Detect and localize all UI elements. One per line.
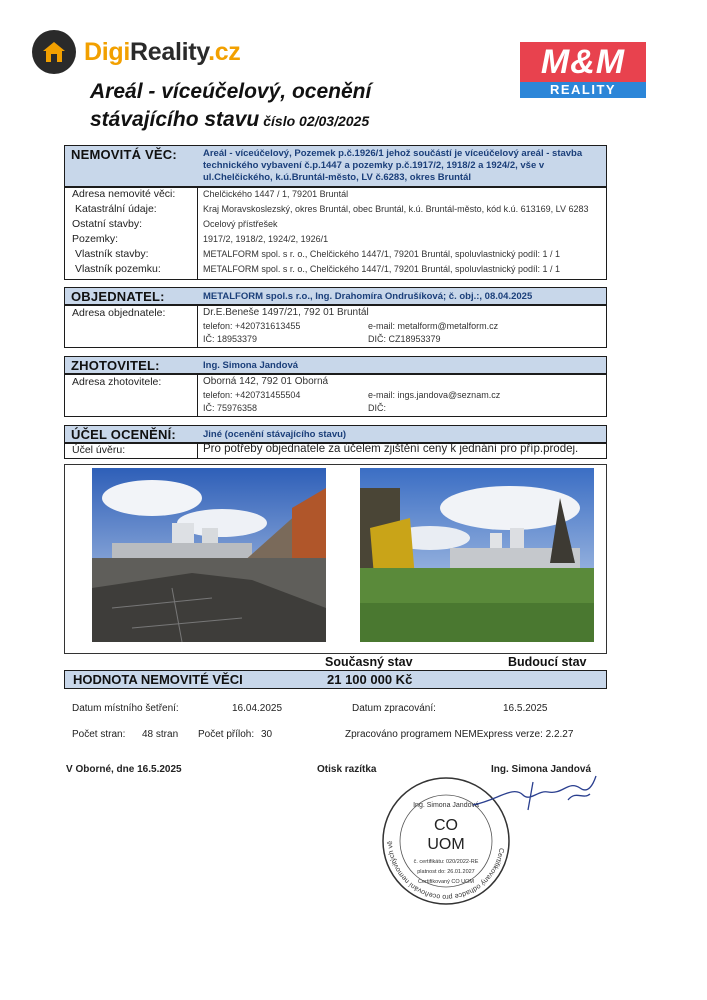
contractor-header: ZHOTOVITEL: Ing. Simona Jandová [64,356,607,374]
svg-text:Ing. Simona Jandová: Ing. Simona Jandová [413,802,479,809]
mm-reality-logo: M&M REALITY [520,42,646,98]
client-ic: IČ: 18953379 [203,334,258,344]
contractor-name: Ing. Simona Jandová [203,360,299,371]
contractor-address: Oborná 142, 792 01 Oborná [203,376,329,387]
signer-name: Ing. Simona Jandová [491,764,592,775]
stamp-label: Otisk razítka [317,764,377,775]
processed-date-label: Datum zpracování: [352,703,436,714]
purpose-value: Jiné (ocenění stávajícího stavu) [203,429,347,440]
loan-purpose-text: Pro potřeby objednatele za účelem zjištění ceny k jednání pro příp.prodej. [203,443,579,455]
place-date: V Oborné, dne 16.5.2025 [66,764,182,775]
column-current-state: Současný stav [325,655,413,669]
client-email: e-mail: metalform@metalform.cz [368,321,499,331]
property-row-label: Katastrální údaje: [75,203,157,215]
client-address: Dr.E.Beneše 1497/21, 792 01 Bruntál [203,307,369,318]
document-title-line2: stávajícího stavu číslo 02/03/2025 [90,108,370,131]
property-row-label: Vlastník stavby: [75,248,149,260]
property-header: NEMOVITÁ VĚC: Areál - víceúčelový, Pozemek p.č.1926/1 jehož součástí je víceúčelový areál - stavba technického vybavení č.p.1447 a pozemky p.č.1917/2, 1918/2 a 1924/2, vše v ul.Chelčického, k.ú.Bruntál-město, LV č.6283, okres Bruntál [64,145,607,187]
valuation-bar [64,670,607,689]
property-row-value: Ocelový přístřešek [203,219,278,229]
loan-purpose-label: Účel úvěru: [72,444,126,456]
client-address-label: Adresa objednatele: [72,307,166,319]
attachment-count: 30 [261,729,273,740]
property-row-label: Vlastník pozemku: [75,263,161,275]
property-row-value: Chelčického 1447 / 1, 79201 Bruntál [203,189,349,199]
property-description: Areál - víceúčelový, Pozemek p.č.1926/1 jehož součástí je víceúčelový areál - stavba technického vybavení č.p.1447 a pozemky p.č.1917/2, 1918/2 a 1924/2, vše v ul.Chelčického, k.ú.Bruntál-město, LV č.6283, okres Bruntál [203,148,583,183]
contractor-dic: DIČ: [368,403,386,413]
brand-name: DigiReality.cz [84,37,241,66]
program-info: Zpracováno programem NEMExpress verze: 2.2.27 [345,729,574,740]
client-dic: DIČ: CZ18953379 [368,334,441,344]
svg-text:Certifikovaný CO UOM: Certifikovaný CO UOM [418,879,474,885]
property-row-label: Ostatní stavby: [72,218,143,230]
contractor-phone: telefon: +420731455504 [203,390,301,400]
contractor-ic: IČ: 75976358 [203,403,258,413]
client-header: OBJEDNATEL: METALFORM spol.s r.o., Ing. Drahomíra Ondrušíková; č. obj.:, 08.04.2025 [64,287,607,305]
attachment-count-label: Počet příloh: [198,729,255,740]
property-row-value: METALFORM spol. s r. o., Chelčického 1447/1, 79201 Bruntál, spoluvlastnický podíl: 1 / 1 [203,249,561,259]
valuation-label: HODNOTA NEMOVITÉ VĚCI [73,672,243,687]
page-count: 48 stran [142,729,179,740]
property-row-value: Kraj Moravskoslezský, okres Bruntál, obec Bruntál, k.ú. Bruntál-město, kód k.ú. 613169, LV 6283 [203,204,589,214]
svg-text:CO: CO [434,817,458,834]
svg-text:č. certifikátu: 020/2022-RE: č. certifikátu: 020/2022-RE [413,859,479,865]
document-title: Areál - víceúčelový, ocenění [90,80,372,103]
brand-logo [32,30,241,74]
valuation-amount: 21 100 000 Kč [327,672,413,687]
purpose-header: ÚČEL OCENĚNÍ: Jiné (ocenění stávajícího stavu) [64,425,607,443]
property-row-value: 1917/2, 1918/2, 1924/2, 1926/1 [203,234,329,244]
client-phone: telefon: +420731613455 [203,321,301,331]
property-row-label: Pozemky: [72,233,119,245]
survey-date: 16.04.2025 [232,703,283,714]
property-photo-2 [360,468,594,642]
document-number: číslo 02/03/2025 [263,113,370,129]
property-row-label: Adresa nemovité věci: [72,188,176,200]
contractor-email: e-mail: ings.jandova@seznam.cz [368,390,501,400]
processed-date: 16.5.2025 [503,703,548,714]
survey-date-label: Datum místního šetření: [72,703,179,714]
signature [468,770,608,820]
svg-text:Certifikovaný odhadce pro oceň: Certifikovaný odhadce pro oceňování nemovitých vě [386,840,505,901]
property-row-value: METALFORM spol. s r. o., Chelčického 1447/1, 79201 Bruntál, spoluvlastnický podíl: 1 / 1 [203,264,561,274]
column-future-state: Budoucí stav [508,655,587,669]
house-icon [32,30,76,74]
property-photo-1 [92,468,326,642]
svg-text:platnost do: 26.01.2027: platnost do: 26.01.2027 [417,869,475,875]
contractor-address-label: Adresa zhotovitele: [72,376,162,388]
page-count-label: Počet stran: [72,729,126,740]
client-name: METALFORM spol.s r.o., Ing. Drahomíra Ondrušíková; č. obj.:, 08.04.2025 [203,291,533,302]
svg-text:UOM: UOM [427,836,465,853]
